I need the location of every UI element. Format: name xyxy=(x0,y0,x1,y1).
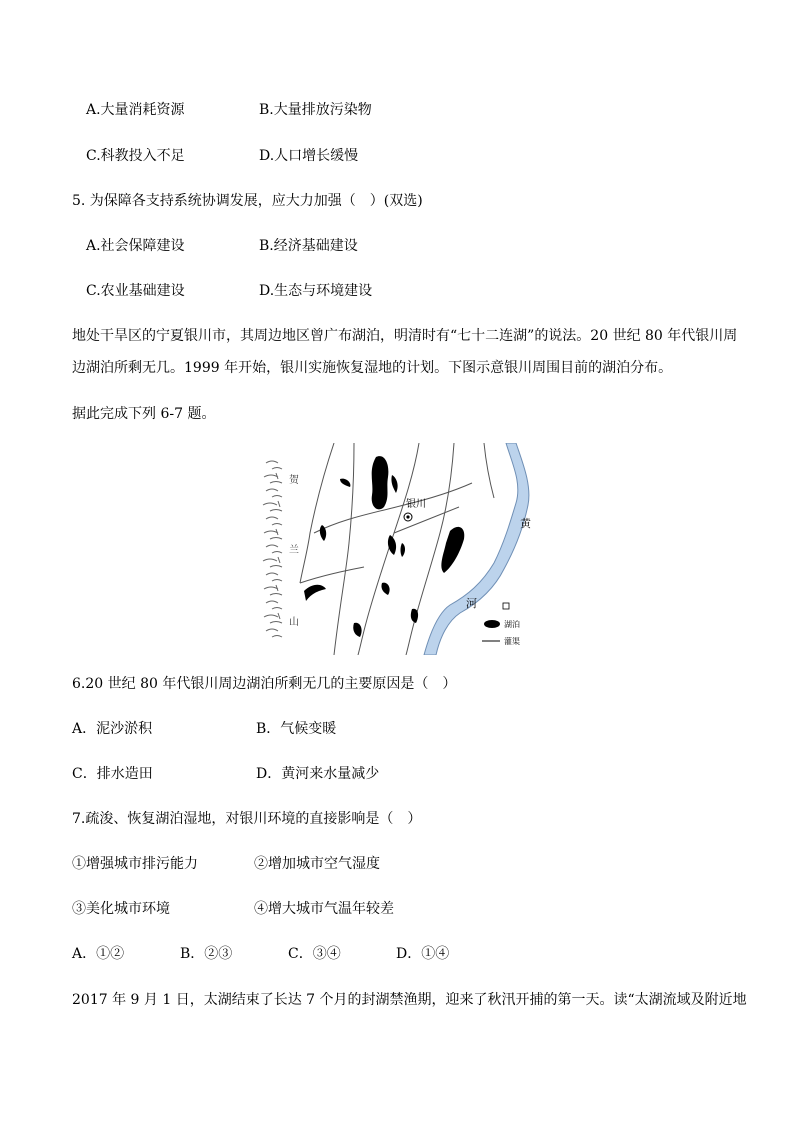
mountain-char-1: 贺 xyxy=(289,475,299,486)
q6-stem: 6.20 世纪 80 年代银川周边湖泊所剩无几的主要原因是（ ） xyxy=(72,676,457,692)
q6-option-a: A．泥沙淤积 xyxy=(72,721,153,737)
q7-stem: 7.疏浚、恢复湖泊湿地，对银川环境的直接影响是（ ） xyxy=(72,811,422,827)
map-legend xyxy=(482,603,520,646)
q7-option-a: A．①② xyxy=(72,946,125,962)
q6-option-c: C．排水造田 xyxy=(72,766,153,782)
legend-canal-label: 灌渠 xyxy=(504,637,520,646)
q7-statement-3: ③美化城市环境 xyxy=(72,901,170,917)
river-char-1: 黄 xyxy=(520,517,531,530)
mountain-char-3: 山 xyxy=(289,617,299,628)
q4-option-c: C.科教投入不足 xyxy=(86,148,185,164)
q7-statement-2: ②增加城市空气湿度 xyxy=(254,856,380,872)
yinchuan-lake-map xyxy=(254,443,544,655)
q7-statement-4: ④增大城市气温年较差 xyxy=(254,901,394,917)
q5-option-c: C.农业基础建设 xyxy=(86,283,185,299)
q5-option-b: B.经济基础建设 xyxy=(259,238,358,254)
passage2-line-1: 2017 年 9 月 1 日，太湖结束了长达 7 个月的封湖禁渔期，迎来了秋汛开捕的第一天。读“太湖流域及附近地 xyxy=(72,992,747,1008)
q5-stem: 5. 为保障各支持系统协调发展，应大力加强（ ）(双选) xyxy=(72,193,423,209)
passage-line-2: 边湖泊所剩无几。1999 年开始，银川实施恢复湿地的计划。下图示意银川周围目前的湖泊分布。 xyxy=(72,360,673,376)
passage-line-3: 据此完成下列 6-7 题。 xyxy=(72,406,216,422)
lake-shapes xyxy=(304,456,464,637)
q5-option-a: A.社会保障建设 xyxy=(86,238,185,254)
passage-line-1: 地处干旱区的宁夏银川市，其周边地区曾广布湖泊，明清时有“七十二连湖”的说法。20 世纪 80 年代银川周 xyxy=(72,328,738,344)
q5-option-d: D.生态与环境建设 xyxy=(259,283,373,299)
q7-option-b: B．②③ xyxy=(180,946,233,962)
legend-lake-label: 湖泊 xyxy=(504,620,520,629)
q6-option-b: B．气候变暖 xyxy=(256,721,337,737)
helan-mountain-hatching xyxy=(263,461,282,637)
q4-option-b: B.大量排放污染物 xyxy=(259,102,372,118)
q4-option-d: D.人口增长缓慢 xyxy=(259,148,359,164)
q7-option-d: D．①④ xyxy=(396,946,450,962)
city-label: 银川 xyxy=(406,499,426,510)
q7-option-c: C．③④ xyxy=(288,946,341,962)
q7-statement-1: ①增强城市排污能力 xyxy=(72,856,198,872)
q4-option-a: A.大量消耗资源 xyxy=(86,102,185,118)
mountain-char-2: 兰 xyxy=(289,545,299,556)
legend-lake-symbol xyxy=(484,620,500,628)
q6-option-d: D．黄河来水量减少 xyxy=(256,766,380,782)
river-char-2: 河 xyxy=(466,597,477,610)
canal-lines xyxy=(300,443,494,655)
